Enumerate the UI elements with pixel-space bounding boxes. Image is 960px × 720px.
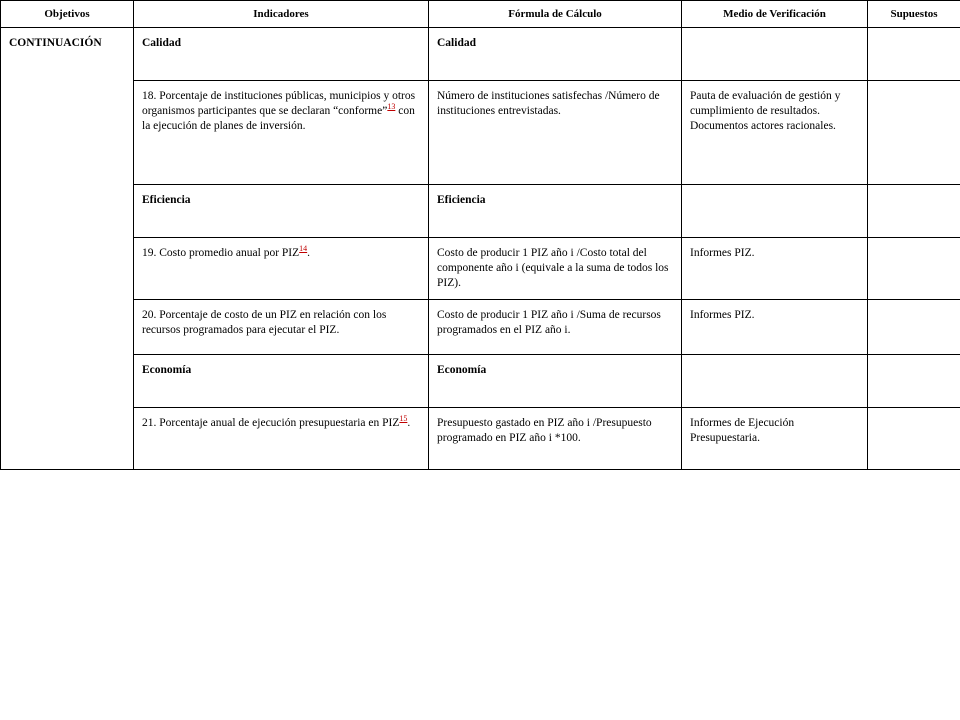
empty-cell [682, 28, 868, 81]
empty-cell [682, 185, 868, 238]
indicador-text: 18. Porcentaje de instituciones públicas, municipios y otros organismos participantes que se declaran “conforme” [142, 90, 416, 117]
indicador-text: . [407, 417, 411, 429]
medio-cell: Informes PIZ. [682, 238, 868, 300]
header-medio-verificacion: Medio de Verificación [682, 1, 868, 28]
indicador-text: 21. Porcentaje anual de ejecución presupuestaria en PIZ [142, 417, 400, 429]
objetivo-cell: CONTINUACIÓN [1, 28, 134, 470]
section-label-indicador: Calidad [134, 28, 429, 81]
supuestos-cell [868, 300, 960, 355]
section-row-economia [1, 355, 960, 408]
indicador-cell [134, 81, 429, 185]
supuestos-cell [868, 408, 960, 470]
table-row-19 [1, 238, 960, 300]
table-row-20 [1, 300, 960, 355]
formula-cell: Presupuesto gastado en PIZ año i /Presupuesto programado en PIZ año i *100. [429, 408, 682, 470]
section-row-eficiencia [1, 185, 960, 238]
supuestos-cell [868, 81, 960, 185]
section-label-indicador: Eficiencia [134, 185, 429, 238]
section-label-formula: Eficiencia [429, 185, 682, 238]
supuestos-cell [868, 238, 960, 300]
table-row-21 [1, 408, 960, 470]
indicador-cell [134, 238, 429, 300]
empty-cell [868, 355, 960, 408]
header-supuestos: Supuestos [868, 1, 960, 28]
indicador-text: 19. Costo promedio anual por PIZ [142, 247, 300, 259]
medio-cell: Pauta de evaluación de gestión y cumplimiento de resultados. Documentos actores racionales. [682, 81, 868, 185]
formula-cell: Costo de producir 1 PIZ año i /Suma de recursos programados en el PIZ año i. [429, 300, 682, 355]
section-label-formula: Economía [429, 355, 682, 408]
empty-cell [682, 355, 868, 408]
footnote-link[interactable]: 13 [387, 102, 396, 112]
header-row [1, 1, 960, 28]
empty-cell [868, 28, 960, 81]
formula-cell: Costo de producir 1 PIZ año i /Costo total del componente año i (equivale a la suma de todos los PIZ). [429, 238, 682, 300]
footnote-link[interactable]: 15 [399, 414, 408, 424]
indicador-cell [134, 408, 429, 470]
indicador-text: . [307, 247, 311, 259]
header-objetivos: Objetivos [1, 1, 134, 28]
medio-cell: Informes de Ejecución Presupuestaria. [682, 408, 868, 470]
indicador-text: con la ejecución de planes de inversión. [142, 105, 415, 132]
table-row-18 [1, 81, 960, 185]
medio-cell: Informes PIZ. [682, 300, 868, 355]
section-label-formula: Calidad [429, 28, 682, 81]
formula-cell: Número de instituciones satisfechas /Número de instituciones entrevistadas. [429, 81, 682, 185]
section-label-indicador: Economía [134, 355, 429, 408]
footnote-link[interactable]: 14 [299, 244, 308, 254]
empty-cell [868, 185, 960, 238]
indicador-cell: 20. Porcentaje de costo de un PIZ en relación con los recursos programados para ejecutar el PIZ. [134, 300, 429, 355]
header-indicadores: Indicadores [134, 1, 429, 28]
section-row-calidad [1, 28, 960, 81]
header-formula: Fórmula de Cálculo [429, 1, 682, 28]
